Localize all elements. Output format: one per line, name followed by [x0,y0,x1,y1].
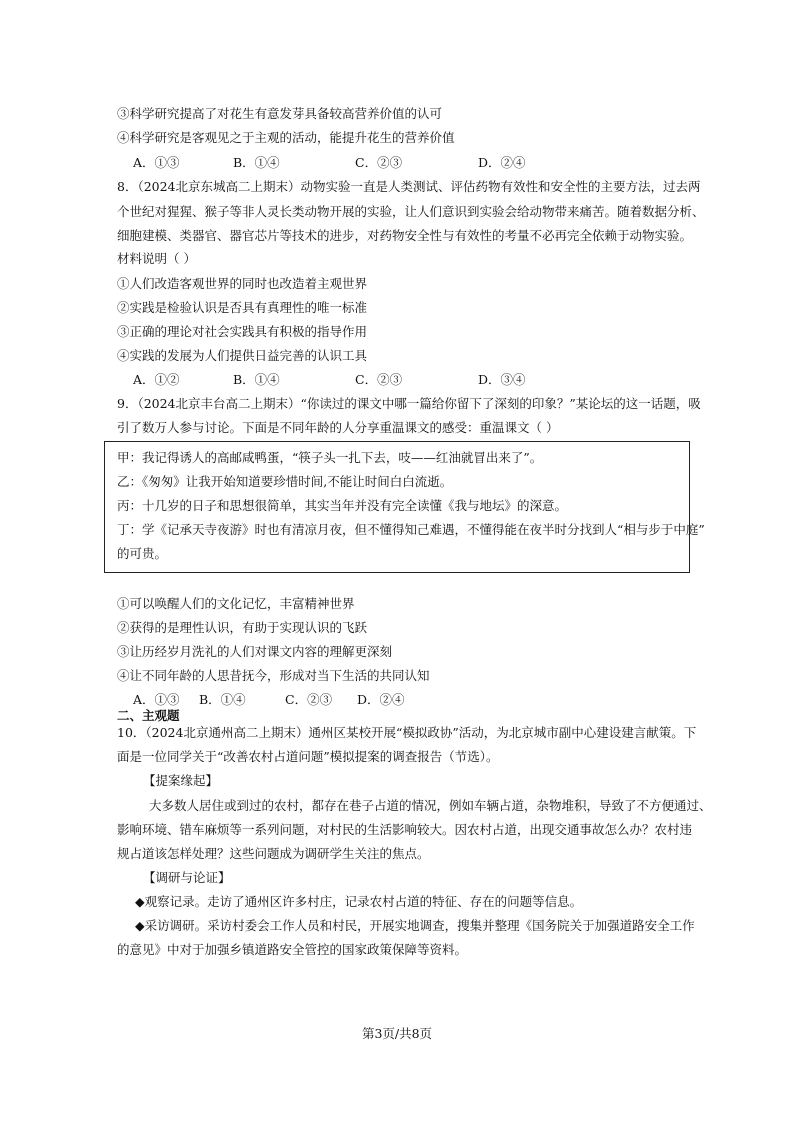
q7-option-b[interactable]: B．①④ [233,155,280,170]
section-heading: 二、主观题 [117,708,180,723]
q9-quote-box [104,441,705,573]
q10-bullet-interview-line-2: 的意见》中对于加强乡镇道路安全管控的国家政策保障等资料。 [117,942,468,957]
q10-para-line-3: 规占道该怎样处理？这些问题成为调研学生关注的焦点。 [117,846,430,861]
q9-quote-ding-line-2: 的可贵。 [117,546,168,561]
q7-option-a[interactable]: A．①③ [133,155,180,170]
q10-para-line-2: 影响环境、错车麻烦等一系列问题，对村民的生活影响较大。因农村占道，出现交通事故怎么办？农村违 [117,822,693,837]
q10-stem-line-2: 面是一位同学关于“改善农村占道问题”模拟提案的调查报告（节选）。 [117,749,499,764]
q9-option-a[interactable]: A．①③ [133,692,180,707]
q9-option-d[interactable]: D．②④ [357,692,405,707]
q8-statement-3: ③正确的理论对社会实践具有积极的指导作用 [117,324,368,339]
q9-option-c[interactable]: C．②③ [285,692,333,707]
q9-quote-yi: 乙：《匆匆》让我开始知道要珍惜时间,不能让时间白白流逝。 [117,474,453,489]
q9-statement-4: ④让不同年龄的人思昔抚今，形成对当下生活的共同认知 [117,668,430,683]
q10-tag-research: 【调研与论证】 [143,870,231,885]
q7-option-c[interactable]: C．②③ [355,155,403,170]
q8-stem-line-1: 8．（2024北京东城高二上期末）动物实验一直是人类测试、评估药物有效性和安全性的主要方法，过去两 [117,179,701,194]
q10-bullet-interview-line-1: ◆采访调研。采访村委会工作人员和村民，开展实地调查，搜集并整理《国务院关于加强道路安全工作 [135,918,695,933]
q8-statement-1: ①人们改造客观世界的同时也改造着主观世界 [117,276,368,291]
q8-stem-line-2: 个世纪对猩猩、猴子等非人灵长类动物开展的实验，让人们意识到实验会给动物带来痛苦。随着数据分析、 [117,204,705,219]
q10-stem-line-1: 10．（2024北京通州高二上期末）通州区某校开展“模拟政协”活动，为北京城市副中心建设建言献策。下 [117,725,697,740]
q8-option-d[interactable]: D．③④ [478,372,526,387]
q8-stem-line-3: 细胞建模、类器官、器官芯片等技术的进步，对药物安全性与有效性的考量不必再完全依赖于动物实验。 [117,228,693,243]
q9-stem-line-1: 9．（2024北京丰台高二上期末）“你读过的课文中哪一篇给你留下了深刻的印象？”某论坛的这一话题，吸 [117,396,701,411]
q10-para-line-1: 大多数人居住或到过的农村，都存在巷子占道的情况，例如车辆占道，杂物堆积，导致了不方便通过、 [149,798,712,813]
q9-quote-jia: 甲：我记得诱人的高邮咸鸭蛋，“筷子头一扎下去，吱——红油就冒出来了”。 [117,450,543,465]
page-number: 第3页/共8页 [361,1026,433,1041]
q10-tag-proposal-origin: 【提案缘起】 [143,773,219,788]
q8-statement-2: ②实践是检验认识是否具有真理性的唯一标准 [117,300,368,315]
q9-statement-3: ③让历经岁月洗礼的人们对课文内容的理解更深刻 [117,644,393,659]
q10-bullet-observation: ◆观察记录。走访了通州区许多村庄，记录农村占道的特征、存在的问题等信息。 [135,894,583,909]
q7-statement-3: ③科学研究提高了对花生有意发芽具备较高营养价值的认可 [117,106,443,121]
q9-statement-2: ②获得的是理性认识，有助于实现认识的飞跃 [117,620,368,635]
q8-statement-4: ④实践的发展为人们提供日益完善的认识工具 [117,348,368,363]
q7-statement-4: ④科学研究是客观见之于主观的活动，能提升花生的营养价值 [117,130,455,145]
q9-quote-bing: 丙：十几岁的日子和思想很简单，其实当年并没有完全读懂《我与地坛》的深意。 [117,498,568,513]
q9-stem-line-2: 引了数万人参与讨论。下面是不同年龄的人分享重温课文的感受：重温课文（ ） [117,420,559,435]
q9-quote-ding-line-1: 丁：学《记承天寺夜游》时也有清凉月夜，但不懂得知己难遇，不懂得能在夜半时分找到人“相与步于中庭” [117,522,705,537]
q8-option-b[interactable]: B．①④ [233,372,280,387]
q8-option-c[interactable]: C．②③ [355,372,403,387]
q8-stem-line-4: 材料说明（ ） [117,251,196,266]
q7-option-d[interactable]: D．②④ [478,155,526,170]
q9-option-b[interactable]: B．①④ [199,692,246,707]
q8-option-a[interactable]: A．①② [133,372,180,387]
q9-statement-1: ①可以唤醒人们的文化记忆，丰富精神世界 [117,596,355,611]
